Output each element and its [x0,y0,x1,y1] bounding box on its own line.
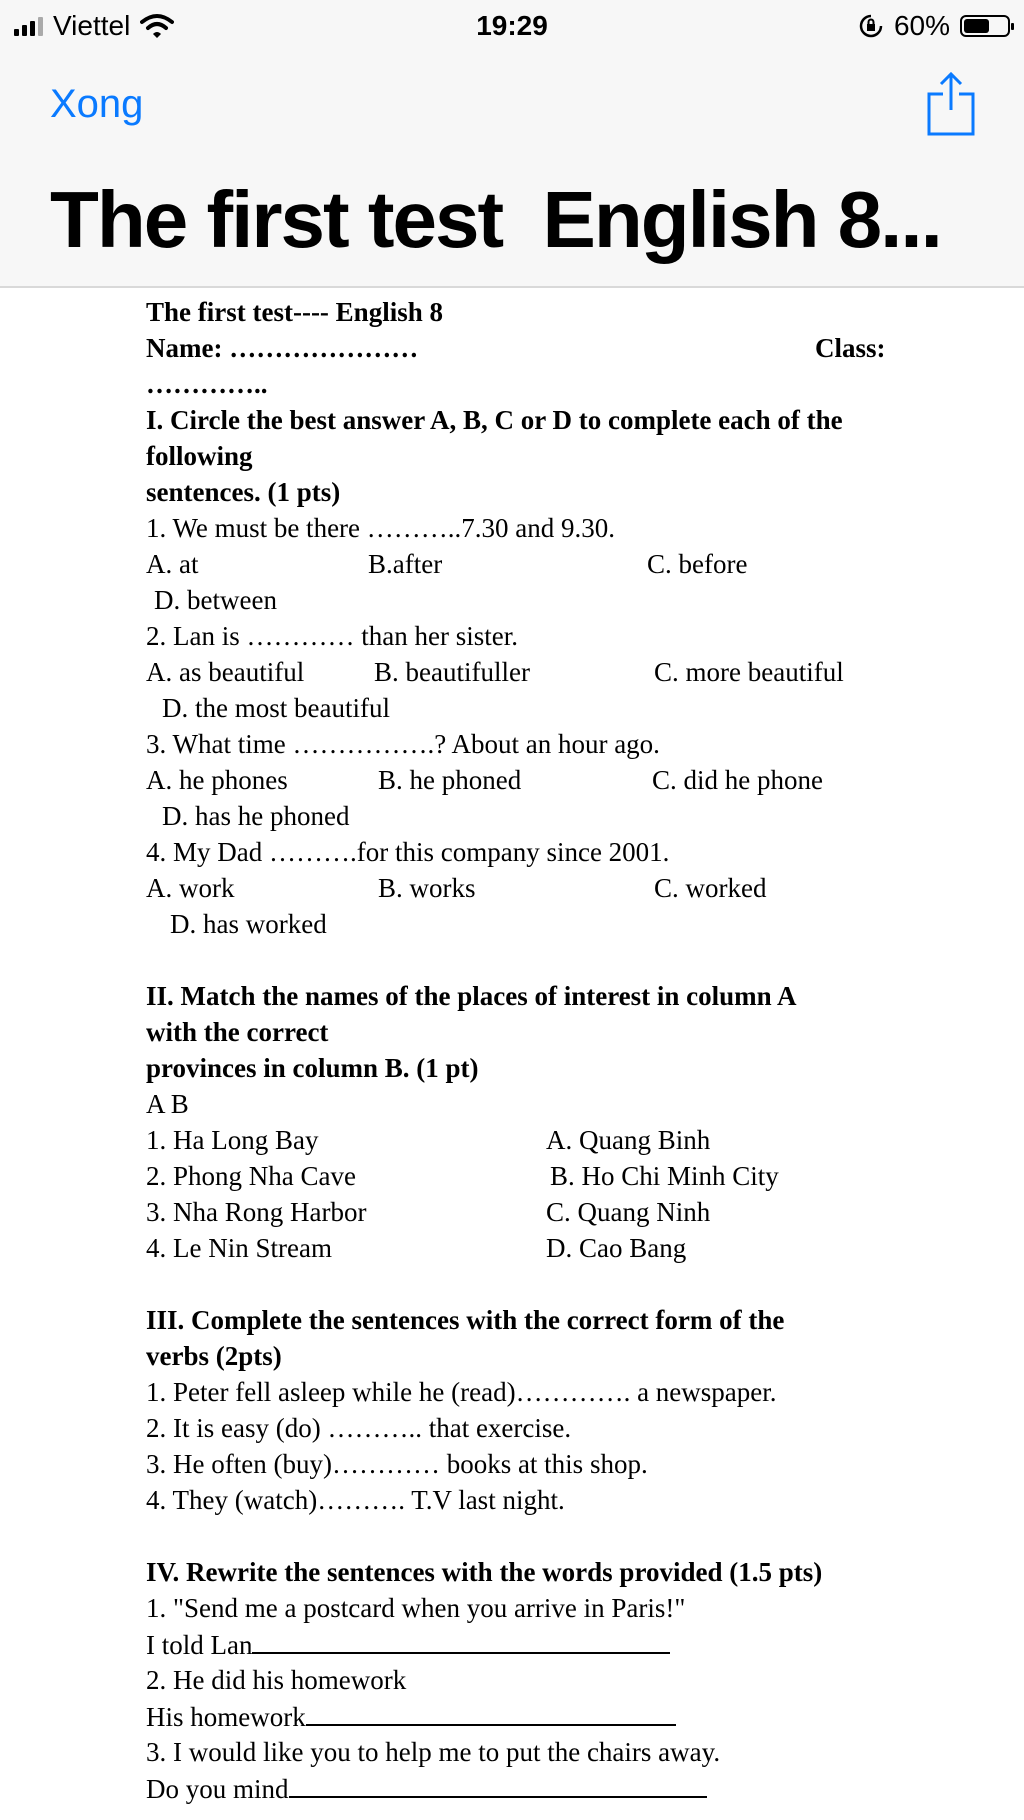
spacer [146,942,956,978]
option-d: D. has he phoned [162,801,350,831]
question-3: 3. What time …………….? About an hour ago. [146,729,660,759]
question-1-options [146,546,956,582]
question-4-option-d-row [146,906,956,942]
document-page [146,294,956,1806]
rewrite-question-3: 3. I would like you to help me to put the chairs away. [146,1737,721,1767]
column-a-item: 2. Phong Nha Cave [146,1161,356,1191]
clock: 19:29 [476,10,548,41]
column-a-item: 3. Nha Rong Harbor [146,1197,367,1227]
rewrite-answer-3-row [146,1770,956,1806]
rewrite-prompt-3: Do you mind [146,1774,289,1804]
question-1: 1. We must be there ………..7.30 and 9.30. [146,513,616,543]
done-button[interactable]: Xong [50,82,144,126]
class-label: Class: [815,333,886,363]
section-1-heading-cont: following [146,441,253,471]
section-2-heading-cont: with the correct [146,1017,329,1047]
page-title: The first test English 8... [50,175,941,264]
section-1-heading: I. Circle the best answer A, B, C or D to complete each of the [146,405,843,435]
question-2-options [146,654,956,690]
column-b-item: C. Quang Ninh [546,1197,711,1227]
doc-header: The first test---- English 8 [146,297,443,327]
option-a: A. at [146,549,199,579]
question-4: 4. My Dad ……….for this company since 2001. [146,837,670,867]
option-c: C. did he phone [652,765,823,795]
verb-question-4: 4. They (watch)………. T.V last night. [146,1485,565,1515]
share-icon[interactable] [926,70,976,136]
column-a-item: 4. Le Nin Stream [146,1233,332,1263]
battery-icon [960,15,1010,37]
rewrite-prompt-1: I told Lan [146,1630,253,1660]
verb-question-1: 1. Peter fell asleep while he (read)…………. a newspaper. [146,1377,777,1407]
question-4-options [146,870,956,906]
match-row [146,1122,956,1158]
option-c: C. more beautiful [654,657,844,687]
section-4-heading: IV. Rewrite the sentences with the words provided (1.5 pts) [146,1557,823,1587]
rewrite-answer-2-row [146,1698,956,1734]
option-a: A. work [146,873,235,903]
column-b-item: D. Cao Bang [546,1233,687,1263]
answer-blank [252,1626,670,1654]
spacer [146,1266,956,1302]
question-2-option-d-row [146,690,956,726]
option-b: B.after [368,549,443,579]
option-a: A. he phones [146,765,288,795]
question-3-option-d-row [146,798,956,834]
status-bar [0,0,1024,52]
option-d: D. has worked [170,909,327,939]
option-b: B. he phoned [378,765,522,795]
option-c: C. worked [654,873,767,903]
battery-level-fill [964,19,989,33]
section-3-heading-cont: verbs (2pts) [146,1341,282,1371]
verb-question-3: 3. He often (buy)………… books at this shop. [146,1449,648,1479]
status-right [858,10,1010,42]
rewrite-question-1: 1. "Send me a postcard when you arrive in Paris!" [146,1593,686,1623]
match-row [146,1194,956,1230]
match-row [146,1158,956,1194]
answer-blank [289,1770,707,1798]
answer-blank [306,1698,676,1726]
section-3-heading: III. Complete the sentences with the correct form of the [146,1305,785,1335]
option-d: D. the most beautiful [162,693,390,723]
option-d: D. between [154,585,277,615]
option-b: B. works [378,873,476,903]
verb-question-2: 2. It is easy (do) ……….. that exercise. [146,1413,572,1443]
column-b-item: B. Ho Chi Minh City [550,1161,779,1191]
rewrite-prompt-2: His homework [146,1702,306,1732]
option-b: B. beautifuller [374,657,530,687]
match-row [146,1230,956,1266]
name-class-row [146,330,956,366]
class-dots: ………….. [146,369,268,399]
spacer [146,1518,956,1554]
carrier-label: Viettel [53,10,131,41]
section-1-heading-end: sentences. (1 pts) [146,477,341,507]
option-c: C. before [647,549,748,579]
column-headers: A B [146,1089,189,1119]
battery-percent: 60% [893,10,950,41]
rewrite-question-2: 2. He did his homework [146,1665,407,1695]
column-b-item: A. Quang Binh [546,1125,711,1155]
rewrite-answer-1-row [146,1626,956,1662]
question-1-option-d-row [146,582,956,618]
orientation-lock-icon [858,13,884,39]
question-2: 2. Lan is ………… than her sister. [146,621,518,651]
title-bar [0,146,1024,288]
section-2-heading: II. Match the names of the places of interest in column A [146,981,797,1011]
option-a: A. as beautiful [146,657,305,687]
section-2-heading-end: provinces in column B. (1 pt) [146,1053,479,1083]
name-label: Name: ………………… [146,333,419,363]
nav-bar [0,52,1024,146]
question-3-options [146,762,956,798]
column-a-item: 1. Ha Long Bay [146,1125,319,1155]
